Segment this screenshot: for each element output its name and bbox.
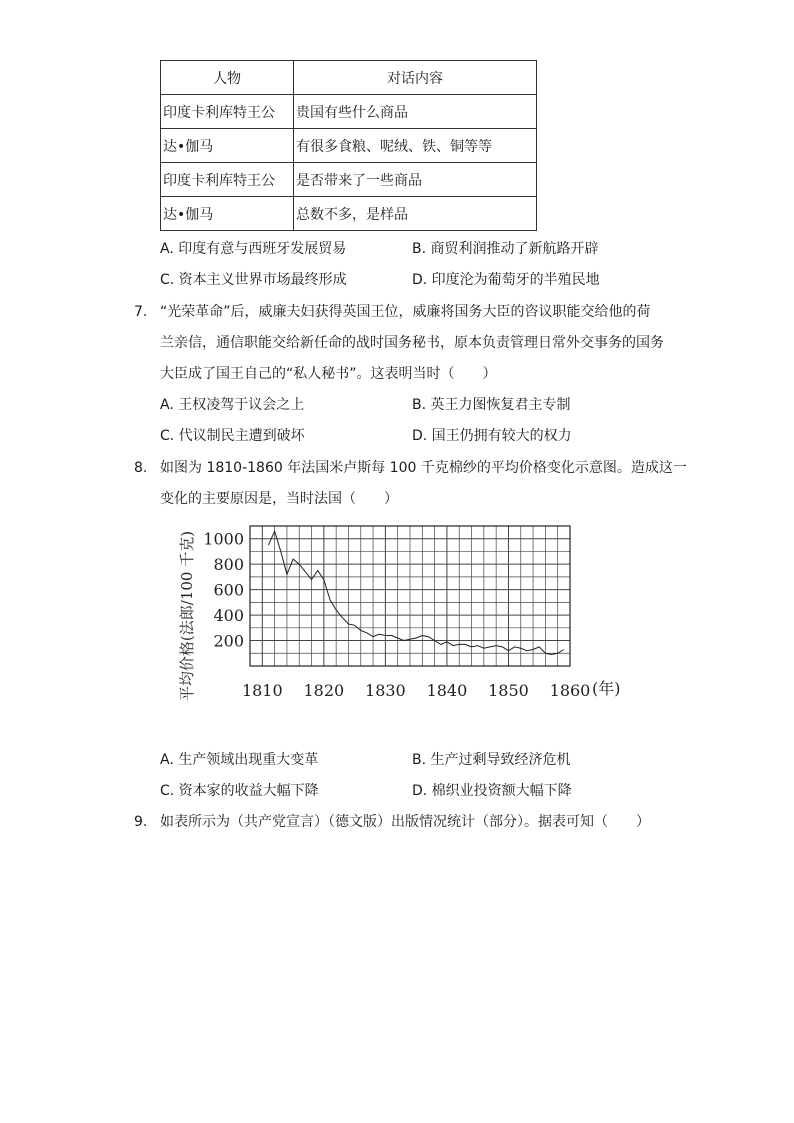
y-tick-label: 400 [213, 606, 244, 626]
table-cell: 达•伽马 [161, 129, 294, 163]
q8-option-b: B. 生产过剩导致经济危机 [412, 752, 571, 768]
table-row [161, 129, 537, 163]
y-tick-label: 1000 [203, 529, 244, 549]
y-tick-labels [203, 530, 244, 651]
q8-option-a: A. 生产领域出现重大变革 [160, 752, 319, 768]
y-tick-label: 800 [213, 555, 244, 575]
q6-option-b: B. 商贸利润推动了新航路开辟 [412, 241, 599, 257]
table-row [161, 163, 537, 197]
q8-text-line: 变化的主要原因是，当时法国（ ） [160, 491, 398, 507]
y-tick-label: 600 [213, 580, 244, 600]
q7-option-a: A. 王权凌驾于议会之上 [160, 397, 305, 413]
table-cell: 贵国有些什么商品 [294, 95, 537, 129]
x-tick-label: 1820 [303, 681, 345, 700]
q7-text-line: 兰亲信，通信职能交给新任命的战时国务秘书，原本负责管理日常外交事务的国务 [160, 335, 664, 351]
q6-option-c: C. 资本主义世界市场最终形成 [160, 272, 347, 288]
cotton-price-chart [170, 514, 660, 724]
table-row [161, 197, 537, 231]
table-header-row [161, 61, 537, 95]
q7-option-c: C. 代议制民主遭到破坏 [160, 428, 305, 444]
table-header-cell: 对话内容 [294, 61, 537, 95]
x-tick-label: 1810 [241, 681, 283, 700]
chart-grid [250, 526, 570, 666]
price-series-line [269, 531, 564, 654]
q7-option-d: D. 国王仍拥有较大的权力 [412, 428, 572, 444]
q8-number: 8. [134, 460, 148, 476]
q6-option-a: A. 印度有意与西班牙发展贸易 [160, 241, 347, 257]
table-cell: 是否带来了一些商品 [294, 163, 537, 197]
table-cell: 有很多食粮、呢绒、铁、铜等等 [294, 129, 537, 163]
q7-number: 7. [134, 304, 148, 320]
table-row [161, 95, 537, 129]
x-tick-labels [242, 681, 590, 700]
dialogue-table [160, 60, 537, 231]
q7-option-b: B. 英王力图恢复君主专制 [412, 397, 571, 413]
q9-text-line: 如表所示为（共产党宣言）（德文版）出版情况统计（部分）。据表可知（ ） [160, 814, 650, 830]
q9-number: 9. [134, 814, 148, 830]
q7-text-line: 大臣成了国王自己的“私人秘书”。这表明当时（ ） [160, 366, 497, 382]
q8-option-d: D. 棉织业投资额大幅下降 [412, 783, 572, 799]
table-cell: 总数不多，是样品 [294, 197, 537, 231]
q8-text-line: 如图为 1810-1860 年法国米卢斯每 100 千克棉纱的平均价格变化示意图。造成这一 [160, 460, 687, 476]
x-tick-label: 1860 [549, 681, 591, 700]
q7-text-line: “光荣革命”后，威廉夫妇获得英国王位，威廉将国务大臣的咨议职能交给他的荷 [160, 304, 651, 320]
x-tick-label: 1850 [488, 681, 529, 700]
x-axis-unit-label: (年) [592, 679, 621, 698]
table-cell: 达•伽马 [161, 197, 294, 231]
x-tick-label: 1840 [426, 681, 468, 700]
table-cell: 印度卡利库特王公 [161, 163, 294, 197]
table-cell: 印度卡利库特王公 [161, 95, 294, 129]
y-axis-label: 平均价格(法郎/100 千克) [178, 530, 196, 702]
q6-option-d: D. 印度沦为葡萄牙的半殖民地 [412, 272, 600, 288]
q8-option-c: C. 资本家的收益大幅下降 [160, 783, 319, 799]
y-tick-label: 200 [213, 631, 244, 651]
table-header-cell: 人物 [161, 61, 294, 95]
x-tick-label: 1830 [365, 681, 406, 700]
